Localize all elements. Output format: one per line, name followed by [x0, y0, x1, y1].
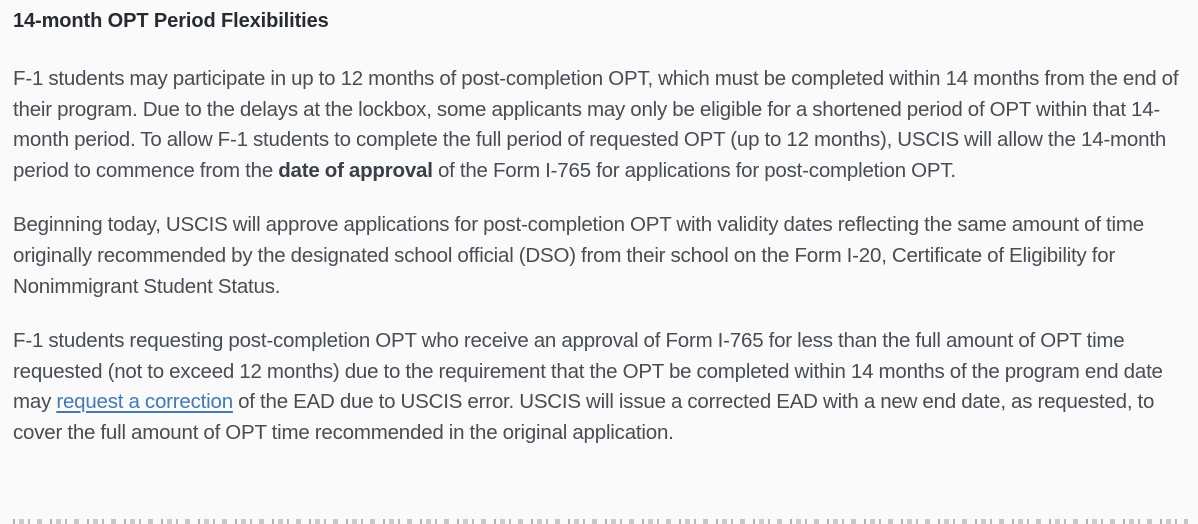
paragraph-3 [13, 326, 1182, 448]
paragraph-1 [13, 64, 1182, 186]
bold-date-of-approval: date of approval [278, 158, 433, 182]
paragraph-3-text-before: F-1 students requesting post-completion OPT who receive an approval of Form I-765 for less than the full amount of OPT time requested (not to exceed 12 months) due to the requirement that the OPT be completed within 14 months of the program end date may [13, 329, 1163, 414]
request-correction-link[interactable]: request a correction [56, 390, 233, 414]
cutoff-text-line [13, 519, 1188, 524]
article-heading: 14-month OPT Period Flexibilities [13, 10, 329, 32]
paragraph-1-text-after: of the Form I-765 for applications for post-completion OPT. [432, 158, 956, 182]
paragraph-3-text-after: of the EAD due to USCIS error. USCIS will issue a corrected EAD with a new end date, as requested, to cover the full amount of OPT time recommended in the original application. [13, 390, 1155, 444]
paragraph-1-text-before: F-1 students may participate in up to 12 months of post-completion OPT, which must be completed within 14 months from the end of their program. Due to the delays at the lockbox, some applicants may only be eligible for a shortened period of OPT within that 14-month period. To allow F-1 students to complete the full period of requested OPT (up to 12 months), USCIS will allow the 14-month period to commence from the [13, 67, 1179, 182]
paragraph-2: Beginning today, USCIS will approve applications for post-completion OPT with validity dates reflecting the same amount of time originally recommended by the designated school official (DSO) from their school on the Form I-20, Certificate of Eligibility for Nonimmigrant Student Status. [13, 213, 1144, 298]
